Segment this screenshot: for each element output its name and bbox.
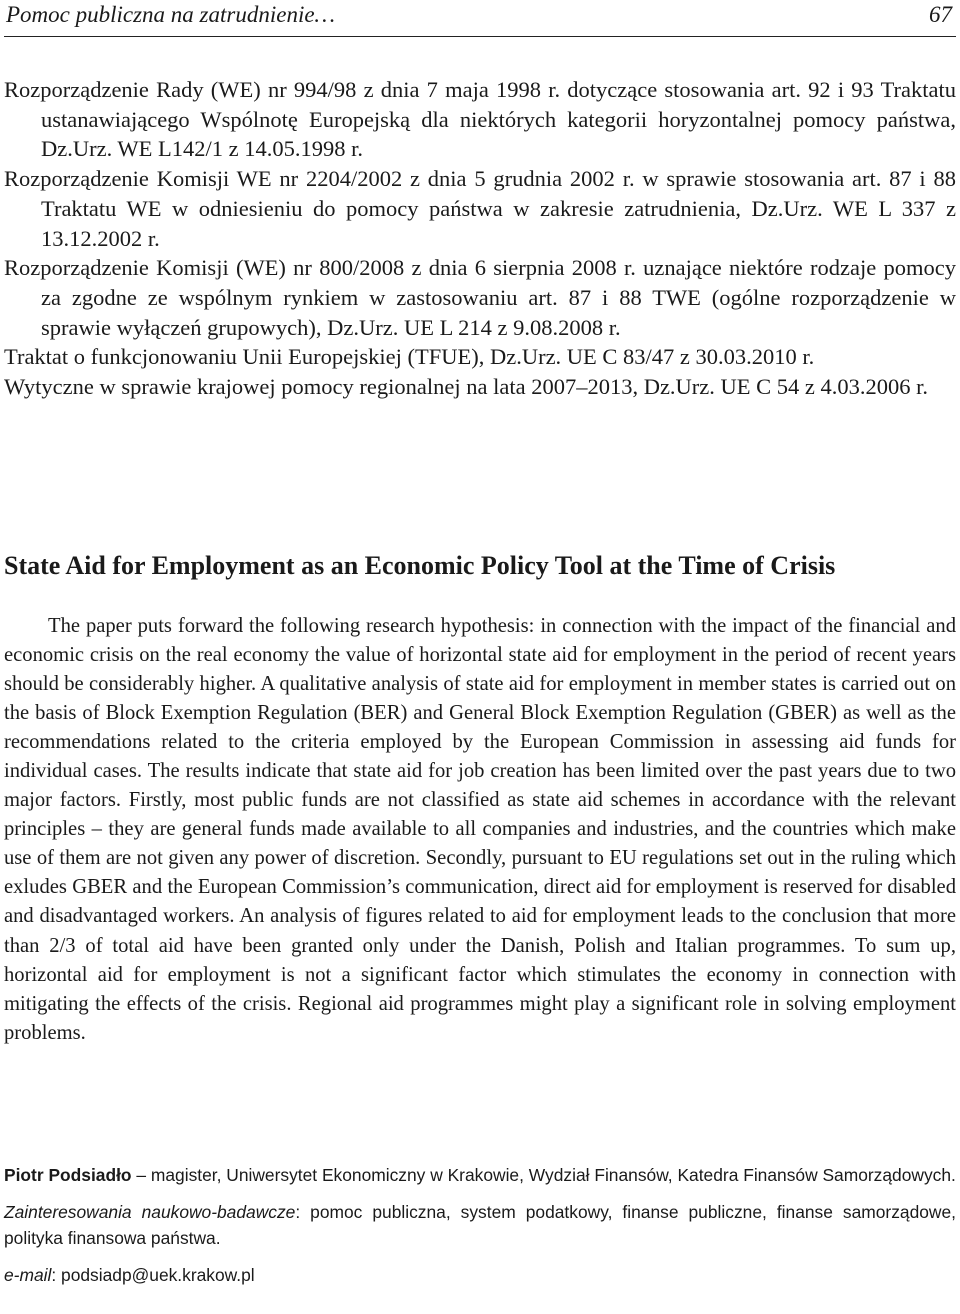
page-number: 67 — [929, 2, 952, 27]
author-bio — [4, 1162, 956, 1188]
interests-label: Zainteresowania naukowo-badawcze — [4, 1202, 296, 1222]
running-header — [4, 0, 956, 37]
abstract-title: State Aid for Employment as an Economic Policy Tool at the Time of Crisis — [4, 551, 836, 580]
author-email — [4, 1262, 956, 1288]
author-affiliation: – magister, Uniwersytet Ekonomiczny w Krakowie, Wydział Finansów, Katedra Finansów Samorządowych. — [131, 1165, 956, 1185]
email-label: e-mail — [4, 1265, 52, 1285]
author-note — [4, 1162, 956, 1299]
reference-item: Wytyczne w sprawie krajowej pomocy regionalnej na lata 2007–2013, Dz.Urz. UE C 54 z 4.03.2006 r. — [4, 374, 929, 400]
reference-list — [4, 75, 956, 402]
running-title: Pomoc publiczna na zatrudnienie… — [6, 2, 335, 27]
reference-item: Traktat o funkcjonowaniu Unii Europejskiej (TFUE), Dz.Urz. UE C 83/47 z 30.03.2010 r. — [4, 344, 815, 370]
author-name: Piotr Podsiadło — [4, 1165, 132, 1185]
reference-item: Rozporządzenie Komisji (WE) nr 800/2008 z dnia 6 sierpnia 2008 r. uznające niektóre rodzaje pomocy za zgodne ze wspólnym rynkiem w zastosowaniu art. 87 i 88 TWE (ogólne rozporządzenie w sprawie wyłączeń grupowych), Dz.Urz. UE L 214 z 9.08.2008 r. — [4, 255, 956, 340]
email-address[interactable]: : podsiadp@uek.krakow.pl — [51, 1265, 255, 1285]
abstract-text: The paper puts forward the following research hypothesis: in connection with the impact of the financial and economic crisis on the real economy the value of horizontal state aid for employment in the period of recent years should be considerably higher. A qualitative analysis of state aid for employment in member states is carried out on the basis of Block Exemption Regulation (BER) and General Block Exemption Regulation (GBER) as well as the recommendations related to the criteria employed by the European Commission in assessing aid funds for individual cases. The results indicate that state aid for job creation has been limited over the past years due to two major factors. Firstly, most public funds are not classified as state aid schemes in accordance with the relevant principles – they are general funds made available to all companies and industries, and the countries which make use of them are not given any power of discretion. Secondly, pursuant to EU regulations set out in the ruling which exludes GBER and the European Commission’s communication, direct aid for employment is reserved for disabled and disadvantaged workers. An analysis of figures related to aid for employment leads to the conclusion that more than 2/3 of total aid have been granted only under the Danish, Polish and Italian programmes. To sum up, horizontal aid for employment is not a significant factor which stimulates the economy in connection with mitigating the effects of the crisis. Regional aid programmes might play a significant role in solving employment problems. — [4, 615, 956, 1044]
interests-text: : pomoc publiczna, system podatkowy, finanse publiczne, finanse samorządowe, polityka finansowa państwa. — [4, 1202, 956, 1248]
author-interests — [4, 1199, 956, 1251]
reference-item: Rozporządzenie Rady (WE) nr 994/98 z dnia 7 maja 1998 r. dotyczące stosowania art. 92 i 93 Traktatu ustanawiającego Wspólnotę Europejską dla niektórych kategorii horyzontalnej pomocy państwa, Dz.Urz. WE L142/1 z 14.05.1998 r. — [4, 77, 956, 162]
reference-item: Rozporządzenie Komisji WE nr 2204/2002 z dnia 5 grudnia 2002 r. w sprawie stosowania art. 87 i 88 Traktatu WE w odniesieniu do pomocy państwa w zakresie zatrudnienia, Dz.Urz. WE L 337 z 13.12.2002 r. — [4, 166, 956, 251]
